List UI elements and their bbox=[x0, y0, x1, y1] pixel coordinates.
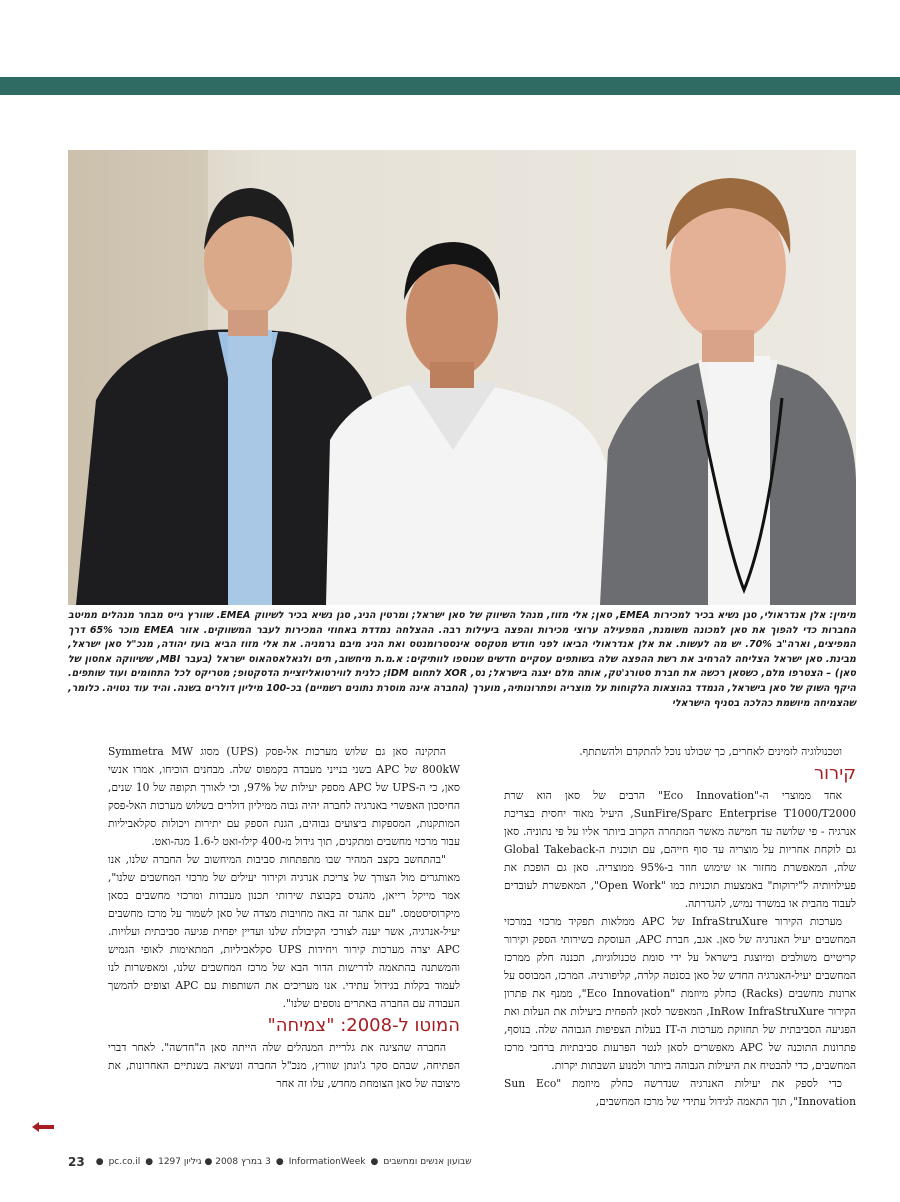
page-number: 23 bbox=[68, 1155, 85, 1169]
continue-arrow-icon bbox=[32, 1117, 54, 1127]
bullet-icon: ● bbox=[275, 1157, 284, 1167]
footer-issue: 3 במרץ 2008 ● גיליון 1297 bbox=[158, 1157, 271, 1167]
header-color-bar bbox=[0, 77, 900, 95]
section-heading-cooling: קירור bbox=[813, 763, 856, 784]
paragraph: התקינה סאן גם שלוש מערכות אל-פסק (UPS) מסוג Symmetra MW 800kW של APC בשני בנייני מעבדה בקמפוס שלה. מבחנים הוכיחו, אמרו אנשי סאן, כי ה-UPS של APC מספק יעילות של 97%, וכי לאורך תקופה של 10 שנים, החיסכון האפשרי באנרגיה לחברה יהיה גבוה ממיליון דולרים בשלוש מערכות האל-פסק המותקנות, המספקות ביצועים גבוהים, הגנת הספק עם יתירות ויכולות סקלאביליות עבור מרכזי מחשבים ומתקנים, תוך גידול מ-400 קילו-ואט ל-1.6 מגה-ואט. bbox=[108, 745, 461, 848]
paragraph: אחד ממוצרי ה-"Eco Innovation" הרבים של סאן הוא שרת SunFire/Sparc Enterprise T1000/T2000, היעיל מאוד יחסית בצריכת אנרגיה - פי שלושה עד חמישה מאשר המתחרה הקרוב ביותר אליו על פי נתוניה. סאן גם לוקחת אחריות על מוצריה עד סוף חייהם, עם תוכנית ה-Global Takeback שלה, המאפשרת מחזור או שימוש חוזר ב-95% ממוצריה. סאן גם הופכת את פעילויותיה ל"ירוקות" באמצעות תוכניות כמו "Open Work", המאפשרת לעובדים לעבוד מהבית או במשרד נמיש, להגדרתה. bbox=[504, 789, 857, 910]
footer-site: pc.co.il bbox=[108, 1157, 141, 1167]
footer-publication: שבועון אנשים ומחשבים bbox=[383, 1157, 472, 1167]
paragraph: החברה שהציגה את גלריית המנהלים שלה הייתה סאן ה"חדשה". לאחר דברי הפתיחה, שבהם סקר ג'ונתן שוורץ, מנכ"ל החברה ונשיאה בשנתיים האחרונות, את מיצובה של סאן הצומחת מחדש, עלו זה אחר bbox=[108, 1041, 460, 1090]
paragraph: וטכנולוגיה לזמינים לאחרים, כך שכולנו נוכל להתקדם ולהשתתף. bbox=[579, 745, 842, 758]
section-heading-motto: המוטו ל-2008: "צמיחה" bbox=[267, 1015, 460, 1036]
page-footer bbox=[68, 1154, 856, 1170]
article-column-left bbox=[108, 743, 460, 1093]
executives-photo bbox=[68, 150, 856, 605]
bullet-icon: ● bbox=[145, 1157, 154, 1167]
photo-caption: מימין: אלן אנדראולי, סגן נשיא בכיר למכירות EMEA, סאן; אלי מזוז, מנהל השיווק של סאן ישראל; ומרטין הניג, סגן נשיא בכיר לשיווק EMEA. שוורץ גייס מבחר מנהלים ממיטב החברות כדי להפוך את סאן למכונה משומנת, המפעילה ערוצי מכירות והפצה ביעילות רבה. ההצלחה נמדדת באחוזי המכירות לעבר המשווקים. אזור EMEA מוכר 65% דרך המפיצים, וארה"ב 70%. יש מה לעשות. את אלן אנדראולי הביאו לפני חודש מטקסס אינסטרומנטס ואת הניג מיבם גרמניה. את אלי מזוז הביא בועז יהודה, מנכ"ל סאן ישראל, מבינת. סאן ישראל הצליחה להרחיב את רשת ההפצה שלה בשותפים עסקיים חדשים שנוספו לוותיקים: א.מ.ת מיחשוב, תים ולגאלאסהאוס ישראל (בעבר MBI, ששיווקה אחסון של סאן) – הצטרפו מלם, כשסאן רכשה את חברת סטורג'טק, אותה מלם יצגה בישראל; נס, XOR לתחום IDM; כלנית לווירטואליזציית הדסקטופ; מטריקס לכל התחומים ועוד שותפים. היקף השוק של סאן בישראל, הנמדד בהוצאות הלקוחות על מוצריה ופתרונותיה, מוערך (החברה אינה מוסרת נתונים רשמיים) בכ-100 מיליון דולרים בשנה. והיד עוד נטויה. כלומר, שהצמיחה מיושמת כהלכה בסניף הישראלי bbox=[68, 610, 856, 709]
article-column-right bbox=[504, 743, 856, 1111]
footer-magazine: InformationWeek bbox=[288, 1157, 366, 1167]
paragraph: מערכות הקירור InfraStruXure של APC ממלאות תפקיד מרכזי במרכזי המחשבים יעיל האנרגיה של סאן. אגב, חברת APC, העוסקת בשירותי הספק וקירור קריטיים משולבים ומיוצגת בישראל על ידי סומת טכנולוגיות, תכננה חלק ממרכז המחשבים יעיל-האנרגיה החדש של סאן בסנטה קלרה, קליפורניה. המרכז, המבוסס על ארונות מחשבים (Racks) כחלק מיוזמת "Eco Innovation", ממנף את פתרון הקירור InRow InfraStruXure, המאפשר לסאן להפחית ביעילות את העלות ואת הפגיעה הסביבתית של תחזוקת מערכות ה-IT בעלות הצפיפות הגבוהה שלה. בנוסף, פתרונות התוכנה של APC מאפשרים לסאן לנטר הפרעות סביבתיות ברחבי מרכז המחשבים, כדי להבטיח את היעילות הגבוהה ביותר ולמנוע השבתות יקרות. bbox=[504, 915, 857, 1072]
bullet-icon: ● bbox=[95, 1157, 104, 1167]
paragraph: כדי לספק את יעילות האנרגיה שנדרשה כחלק מיוזמת "Sun Eco Innovation", תוך התאמה לגידול עתידי של מרכז המחשבים, bbox=[504, 1077, 856, 1108]
bullet-icon: ● bbox=[370, 1157, 379, 1167]
paragraph: "בהתחשב בקצב המהיר שבו מתפתחות סביבות המיחשוב של החברה שלנו, אנו מאותגרים מול הצורך של צריכת אנרגיה וקירור יעילים של מרכזי המחשבים שלנו", אמר מייקל רייאן, מהנדס בקבוצת שירותי תכנון מעבדות ומרכזי מחשבים בסאן מיקרוסיסטמס. "עם אתגר זה באה מחויבות מצדה של סאן לשמור על מרכז מחשבים יעיל-אנרגיה, אשר יענה לצורכי הקיבולת שלנו ועדיין יפחית פגיעה סביבתית ועלויות. APC יצרה מערכות קירור ויחידות UPS סקלאביליות, המתאימות לאופי הגמיש והמשתנה בהתאמה לדרישות הדור הבא של מרכז המחשבים שלנו, ומאפשרות לנו לעמוד בקלות בגידול עתידי. אנו מעריכים את השותפות עם APC וצופים להמשך העבודה עם החברה באתרים נוספים שלנו". bbox=[108, 853, 460, 1010]
